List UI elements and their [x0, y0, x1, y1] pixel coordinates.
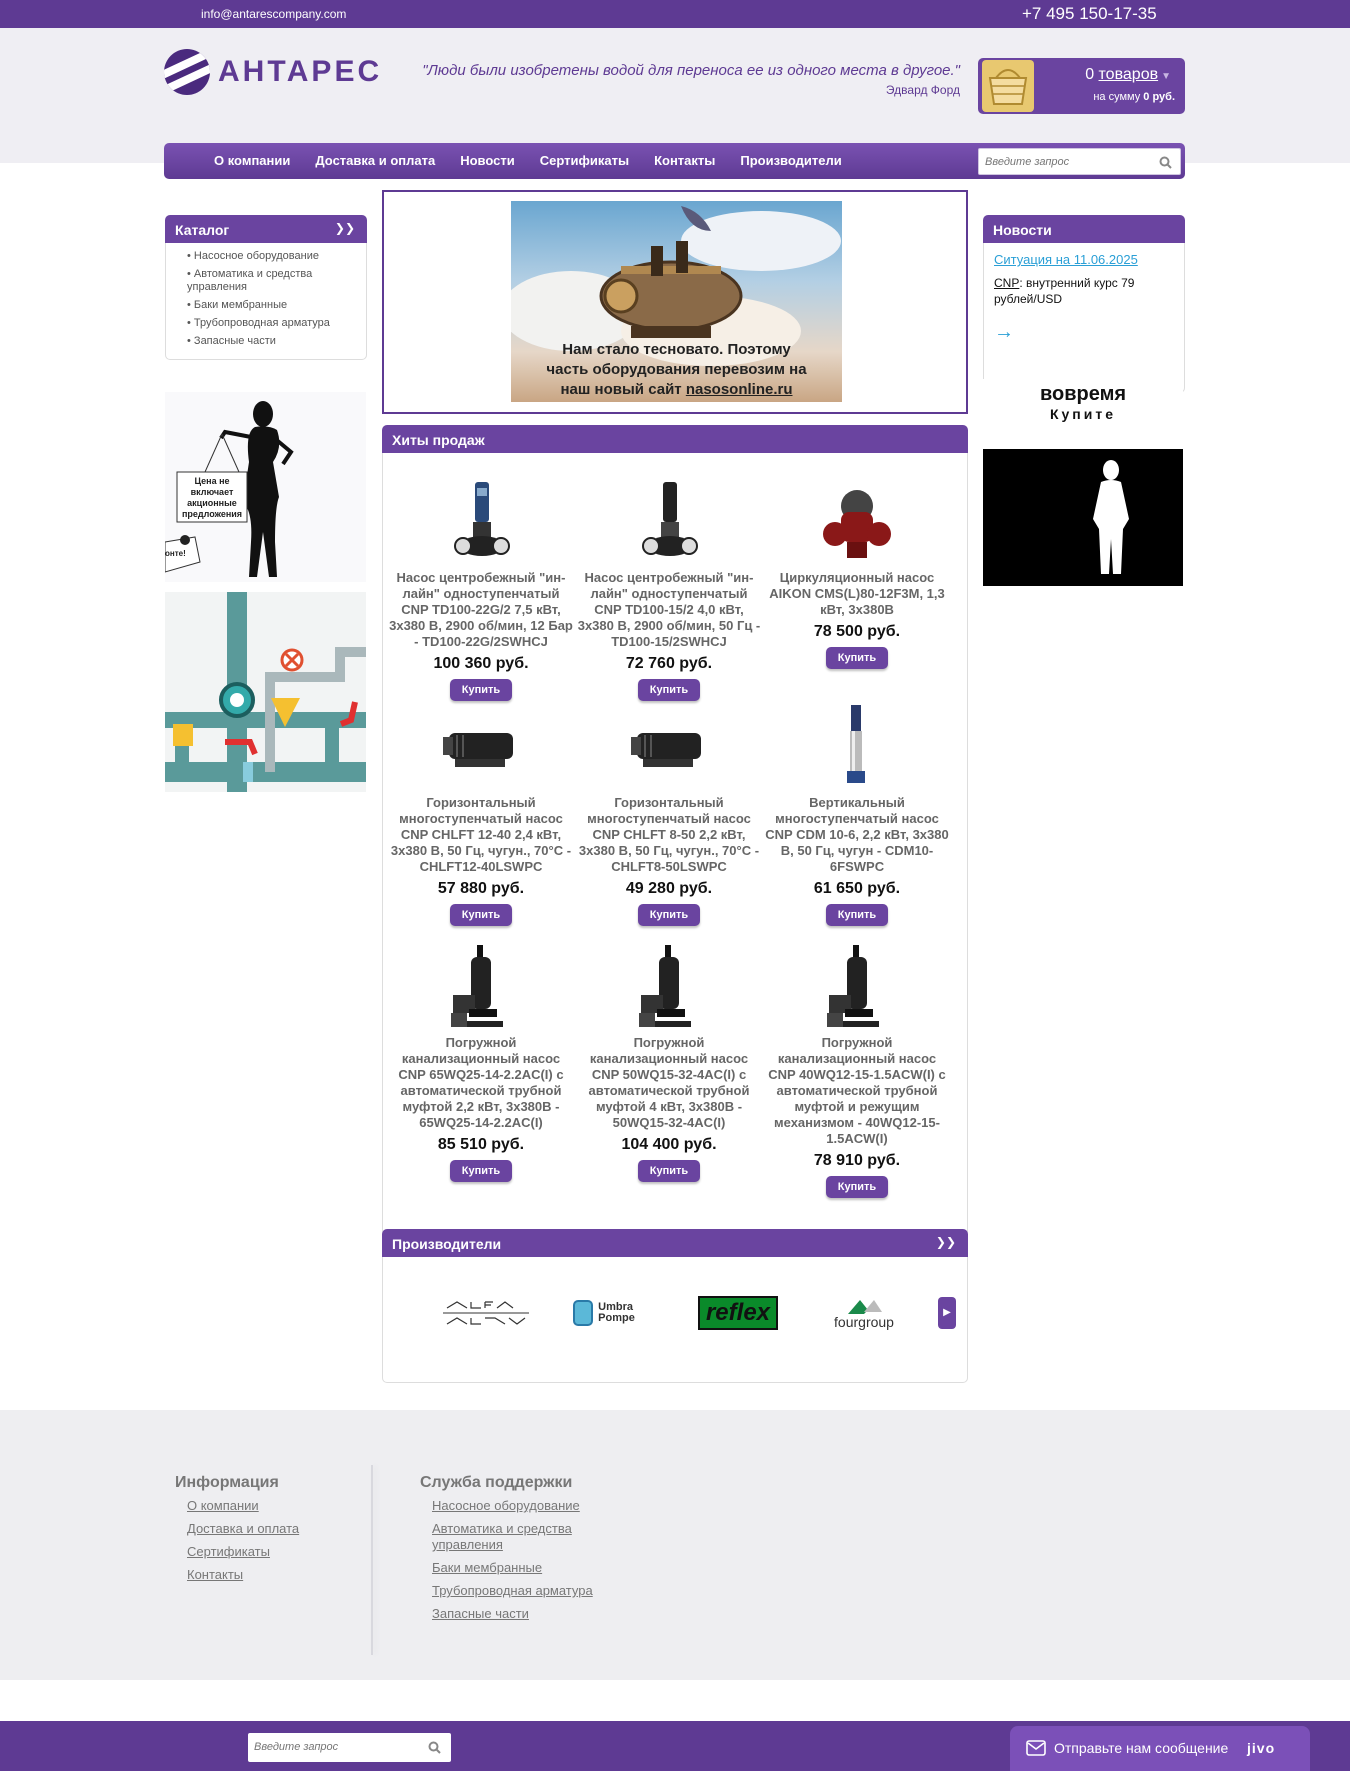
product-price: 85 510 руб.	[437, 1136, 525, 1153]
banner-site-link[interactable]: nasosonline.ru	[685, 381, 793, 398]
product-card[interactable]	[765, 703, 949, 926]
chevron-down-icon[interactable]: ▼	[1161, 71, 1171, 82]
product-card[interactable]	[765, 478, 949, 669]
ad-word-2: Купите	[1049, 406, 1117, 422]
cart-count-number: 0	[1085, 66, 1099, 83]
bestsellers-panel	[382, 425, 968, 1236]
product-name[interactable]: Погружной канализационный насос CNP 50WQ15-32-4AC(I) с автоматической трубной муфтой 4 кВт, 3х380В - 50WQ15-32-4AC(I)	[588, 1035, 750, 1130]
product-price: 49 280 руб.	[625, 880, 713, 897]
chat-widget-label: Отправьте нам сообщение	[1054, 1740, 1229, 1756]
footer-support-column	[420, 1474, 640, 1629]
footer-link-contacts[interactable]: Контакты	[187, 1567, 244, 1582]
jivo-logo: jivo	[1247, 1740, 1276, 1756]
logo-text: АНТАРЕС	[218, 55, 383, 88]
catalog-item-valves[interactable]: • Трубопроводная арматура	[187, 317, 330, 329]
site-logo[interactable]	[164, 49, 382, 95]
product-image[interactable]	[765, 943, 949, 1033]
brand-alfa-laval[interactable]	[443, 1293, 529, 1333]
buy-button[interactable]: Купить	[638, 1160, 700, 1182]
nav-item-manufacturers[interactable]: Производители	[740, 153, 842, 168]
product-price: 78 500 руб.	[813, 623, 901, 640]
product-image[interactable]	[389, 943, 573, 1033]
arrow-right-icon[interactable]: →	[994, 321, 1014, 343]
footer-link-parts[interactable]: Запасные части	[432, 1606, 529, 1621]
product-card[interactable]	[577, 943, 761, 1182]
next-arrow-button[interactable]: ▶	[938, 1297, 956, 1329]
catalog-item-pumps[interactable]: • Насосное оборудование	[187, 250, 319, 262]
contact-phone[interactable]: +7 495 150-17-35	[1022, 4, 1157, 23]
product-image[interactable]	[389, 703, 573, 793]
buy-button[interactable]: Купить	[826, 1176, 888, 1198]
cart-sum	[1093, 91, 1175, 103]
product-image[interactable]	[577, 478, 761, 568]
fourgroup-logo: fourgroup	[834, 1314, 894, 1330]
product-image[interactable]	[765, 703, 949, 793]
news-text: CNP: внутренний курс 79 рублей/USD	[994, 276, 1135, 306]
reflex-logo: reflex	[698, 1296, 778, 1330]
logo-icon	[164, 49, 210, 95]
product-name[interactable]: Вертикальный многоступенчатый насос CNP CDM 10-6, 2,2 кВт, 3х380 В, 50 Гц, чугун - CDM10-6FSWPC	[765, 795, 949, 874]
pump-sewage-40wq-image	[817, 943, 897, 1029]
cart-items-link[interactable]: товаров	[1098, 66, 1159, 83]
fourgroup-logo-icon	[844, 1296, 884, 1316]
buy-button[interactable]: Купить	[638, 679, 700, 701]
brand-reflex[interactable]	[698, 1293, 778, 1333]
catalog-item-parts[interactable]: • Запасные части	[187, 335, 276, 347]
footer-search	[248, 1733, 451, 1762]
news-title: Новости	[993, 222, 1052, 238]
man-silhouette-image	[983, 379, 1183, 586]
footer-info-column	[175, 1474, 299, 1590]
chat-widget-button[interactable]	[1010, 1726, 1310, 1771]
product-name[interactable]: Горизонтальный многоступенчатый насос CNP CHLFT 12-40 2,4 кВт, 3х380 В, 50 Гц, чугун., 70°С - CHLFT12-40LSWPC	[390, 795, 572, 874]
search-input[interactable]	[979, 149, 1149, 174]
catalog-title: Каталог	[175, 222, 230, 238]
product-card[interactable]	[389, 943, 573, 1182]
news-header	[983, 215, 1185, 243]
cart-sum-value: 0 руб.	[1143, 91, 1175, 103]
price-sign-small: онте!	[165, 549, 186, 558]
buy-button[interactable]: Купить	[638, 904, 700, 926]
product-card[interactable]	[389, 478, 573, 701]
footer-link-valves[interactable]: Трубопроводная арматура	[432, 1583, 593, 1598]
brand-umbra-pompe[interactable]	[573, 1293, 653, 1333]
bottom-bar	[0, 1721, 1350, 1771]
pump-sewage-65wq-image	[441, 943, 521, 1029]
quote-text: "Люди были изобретены водой для переноса ее из одного места в другое."	[422, 62, 960, 79]
promo-banner-price[interactable]	[165, 392, 366, 582]
banner-line-1: Нам стало тесновато. Поэтому	[562, 341, 791, 358]
catalog-item-automation[interactable]: • Автоматика и средства управления	[187, 268, 313, 293]
footer-link-certificates[interactable]: Сертификаты	[187, 1544, 270, 1559]
contact-email[interactable]: info@antarescompany.com	[201, 7, 347, 21]
cart-count	[1085, 66, 1171, 84]
basket-icon	[982, 60, 1034, 112]
catalog-header[interactable]	[165, 215, 367, 243]
buy-button[interactable]: Купить	[826, 904, 888, 926]
product-card[interactable]	[389, 703, 573, 926]
search-icon[interactable]	[428, 1741, 441, 1754]
product-name[interactable]: Циркуляционный насос AIKON CMS(L)80-12F3M, 1,3 кВт, 3х380В	[769, 570, 945, 617]
pump-vertical-cdm10-image	[817, 703, 897, 789]
product-image[interactable]	[577, 943, 761, 1033]
footer-link-pumps[interactable]: Насосное оборудование	[432, 1498, 580, 1513]
product-price: 57 880 руб.	[437, 880, 525, 897]
top-bar	[0, 0, 1350, 28]
footer-support-title: Служба поддержки	[420, 1474, 573, 1491]
footer-link-tanks[interactable]: Баки мембранные	[432, 1560, 543, 1575]
pump-horiz-chlft12-image	[441, 703, 521, 789]
manufacturers-header[interactable]	[382, 1229, 968, 1257]
manufacturers-title: Производители	[392, 1236, 502, 1252]
news-text-link[interactable]: CNP	[994, 276, 1020, 290]
pump-inline-td100-22g-image	[441, 478, 521, 564]
product-name[interactable]: Насос центробежный "ин-лайн" одноступенчатый CNP TD100-22G/2 7,5 кВт, 3х380 В, 2900 об/мин, 12 Бар - TD100-22G/2SWHCJ	[389, 570, 573, 649]
promo-banner-ontime[interactable]	[983, 379, 1183, 586]
product-price: 61 650 руб.	[813, 880, 901, 897]
nav-item-delivery[interactable]: Доставка и оплата	[315, 153, 436, 168]
product-image[interactable]	[577, 703, 761, 793]
bestsellers-title: Хиты продаж	[392, 432, 485, 448]
footer-search-input[interactable]	[248, 1733, 418, 1760]
pipes-illustration-image	[165, 592, 366, 792]
nav-item-certificates[interactable]: Сертификаты	[539, 153, 630, 168]
cart-sum-label: на сумму	[1093, 91, 1144, 103]
product-card[interactable]	[765, 943, 949, 1198]
footer-link-automation[interactable]: Автоматика и средства управления	[432, 1521, 572, 1552]
search-icon[interactable]	[1159, 156, 1172, 169]
product-price: 104 400 руб.	[621, 1136, 717, 1153]
envelope-icon	[1026, 1740, 1046, 1756]
product-image[interactable]	[389, 478, 573, 568]
header-search	[978, 148, 1181, 175]
umbra-pompe-logo-icon	[573, 1300, 593, 1326]
news-date-link[interactable]: Ситуация на 11.06.2025	[994, 252, 1138, 267]
pump-circ-aikon-image	[817, 478, 897, 564]
nav-item-contacts[interactable]: Контакты	[654, 153, 716, 168]
footer-separator	[0, 1680, 1350, 1720]
product-card[interactable]	[577, 703, 761, 926]
footer-link-delivery[interactable]: Доставка и оплата	[187, 1521, 300, 1536]
product-name[interactable]: Горизонтальный многоступенчатый насос CNP CHLFT 8-50 2,2 кВт, 3х380 В, 50 Гц, чугун., 70°С - CHLFT8-50LSWPC	[578, 795, 760, 874]
product-price: 78 910 руб.	[813, 1152, 901, 1169]
manufacturers-panel	[382, 1229, 968, 1383]
header-quote	[398, 62, 960, 97]
footer-link-about[interactable]: О компании	[187, 1498, 259, 1513]
buy-button[interactable]: Купить	[450, 904, 512, 926]
price-sign-text: Цена не включает акционные предложения	[181, 476, 243, 519]
alfa-laval-logo	[443, 1298, 529, 1328]
product-name[interactable]: Погружной канализационный насос CNP 65WQ25-14-2.2AC(I) с автоматической трубной муфтой 2,2 кВт, 3х380В - 65WQ25-14-2.2AC(I)	[398, 1035, 564, 1130]
nav-item-news[interactable]: Новости	[460, 153, 515, 168]
catalog-panel	[165, 215, 367, 360]
footer-divider	[371, 1465, 373, 1655]
buy-button[interactable]: Купить	[450, 1160, 512, 1182]
banner-line-2: часть оборудования перевозим на	[546, 361, 807, 378]
pump-sewage-50wq-image	[629, 943, 709, 1029]
chevron-down-icon[interactable]: ❯❯	[334, 221, 355, 235]
pump-horiz-chlft8-image	[629, 703, 709, 789]
cart-widget[interactable]	[978, 58, 1185, 114]
quote-author: Эдвард Форд	[885, 83, 960, 97]
ad-word-1: вовремя	[1039, 383, 1127, 405]
buy-button[interactable]: Купить	[450, 679, 512, 701]
brand-fourgroup[interactable]	[821, 1293, 907, 1333]
product-card[interactable]	[577, 478, 761, 701]
news-panel	[983, 215, 1185, 393]
banner-image	[511, 201, 842, 402]
product-name[interactable]: Насос центробежный "ин-лайн" одноступенчатый CNP TD100-15/2 4,0 кВт, 3х380 В, 2900 об/мин, 50 Гц - TD100-15/2SWHCJ	[577, 570, 761, 649]
hero-banner[interactable]	[382, 190, 968, 414]
product-name[interactable]: Погружной канализационный насос CNP 40WQ12-15-1.5ACW(I) с автоматической трубной муфтой и режущим механизмом - 40WQ12-15-1.5ACW(I)	[768, 1035, 946, 1146]
main-nav	[164, 143, 1185, 179]
umbra-pompe-logo: Umbra Pompe	[598, 1301, 635, 1324]
bestsellers-header	[382, 425, 968, 453]
buy-button[interactable]: Купить	[826, 647, 888, 669]
promo-banner-pipes[interactable]	[165, 592, 366, 792]
product-image[interactable]	[765, 478, 949, 568]
banner-caption	[511, 340, 842, 402]
footer	[0, 1410, 1350, 1680]
pump-inline-td100-15-image	[629, 478, 709, 564]
product-price: 100 360 руб.	[433, 655, 529, 672]
nav-item-about[interactable]: О компании	[214, 153, 291, 168]
product-price: 72 760 руб.	[625, 655, 713, 672]
chevron-down-icon[interactable]: ❯❯	[935, 1235, 956, 1249]
banner-line-3: наш новый сайт nasosonline.ru	[560, 381, 793, 398]
catalog-item-tanks[interactable]: • Баки мембранные	[187, 299, 288, 311]
footer-info-title: Информация	[175, 1474, 279, 1491]
